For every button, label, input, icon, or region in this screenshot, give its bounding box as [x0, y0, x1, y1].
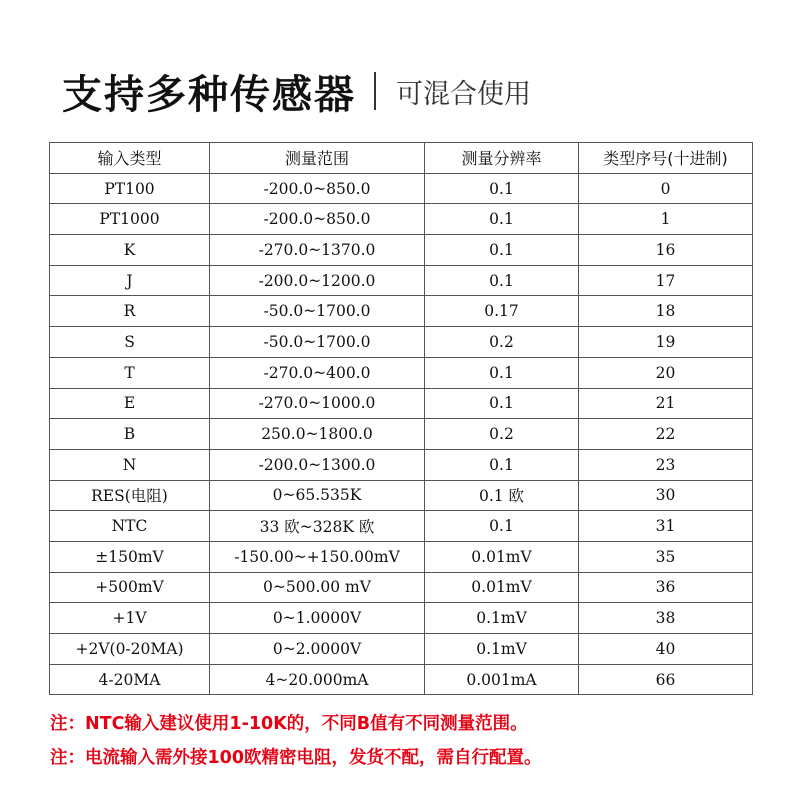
- table-row: [50, 572, 753, 603]
- cell-type-code: 36: [579, 572, 753, 603]
- table-row: [50, 235, 753, 266]
- cell-type-code: 22: [579, 419, 753, 450]
- table-row: [50, 603, 753, 634]
- cell-resolution: 0.1mV: [425, 603, 579, 634]
- table-row: [50, 357, 753, 388]
- page-subtitle: 可混合使用: [396, 78, 531, 110]
- cell-range: -200.0~1300.0: [210, 449, 425, 480]
- cell-range: -150.00~+150.00mV: [210, 541, 425, 572]
- table-row: [50, 173, 753, 204]
- cell-range: 33 欧~328K 欧: [210, 511, 425, 542]
- cell-resolution: 0.2: [425, 419, 579, 450]
- cell-range: 0~65.535K: [210, 480, 425, 511]
- cell-input-type: +2V(0-20MA): [50, 634, 210, 665]
- cell-input-type: 4-20MA: [50, 664, 210, 695]
- cell-input-type: RES(电阻): [50, 480, 210, 511]
- cell-input-type: B: [50, 419, 210, 450]
- cell-resolution: 0.1: [425, 265, 579, 296]
- cell-input-type: +1V: [50, 603, 210, 634]
- table-row: [50, 296, 753, 327]
- table-row: [50, 327, 753, 358]
- note-ntc: 注：NTC输入建议使用1-10K的，不同B值有不同测量范围。: [50, 714, 528, 734]
- cell-type-code: 17: [579, 265, 753, 296]
- cell-type-code: 0: [579, 173, 753, 204]
- table-row: [50, 664, 753, 695]
- column-header-type-code: 类型序号(十进制): [579, 143, 753, 174]
- table-header-row: [50, 143, 753, 174]
- cell-input-type: T: [50, 357, 210, 388]
- column-header-input-type: 输入类型: [50, 143, 210, 174]
- table-row: [50, 265, 753, 296]
- cell-resolution: 0.01mV: [425, 541, 579, 572]
- cell-input-type: ±150mV: [50, 541, 210, 572]
- cell-resolution: 0.1: [425, 204, 579, 235]
- cell-type-code: 23: [579, 449, 753, 480]
- cell-resolution: 0.1: [425, 388, 579, 419]
- table-row: [50, 541, 753, 572]
- table-row: [50, 419, 753, 450]
- table-row: [50, 388, 753, 419]
- cell-range: 0~1.0000V: [210, 603, 425, 634]
- cell-resolution: 0.1mV: [425, 634, 579, 665]
- cell-range: -270.0~400.0: [210, 357, 425, 388]
- cell-input-type: S: [50, 327, 210, 358]
- page-title: 支持多种传感器: [62, 71, 356, 118]
- cell-type-code: 20: [579, 357, 753, 388]
- cell-resolution: 0.17: [425, 296, 579, 327]
- cell-range: 250.0~1800.0: [210, 419, 425, 450]
- cell-resolution: 0.1 欧: [425, 480, 579, 511]
- cell-input-type: +500mV: [50, 572, 210, 603]
- cell-input-type: K: [50, 235, 210, 266]
- cell-resolution: 0.1: [425, 357, 579, 388]
- cell-type-code: 31: [579, 511, 753, 542]
- cell-range: 0~500.00 mV: [210, 572, 425, 603]
- column-header-resolution: 测量分辨率: [425, 143, 579, 174]
- cell-range: -270.0~1370.0: [210, 235, 425, 266]
- cell-resolution: 0.1: [425, 511, 579, 542]
- cell-range: -200.0~850.0: [210, 173, 425, 204]
- cell-type-code: 19: [579, 327, 753, 358]
- cell-range: -50.0~1700.0: [210, 327, 425, 358]
- cell-range: 0~2.0000V: [210, 634, 425, 665]
- column-header-range: 测量范围: [210, 143, 425, 174]
- note-current-input: 注：电流输入需外接100欧精密电阻，发货不配，需自行配置。: [50, 748, 542, 768]
- cell-resolution: 0.001mA: [425, 664, 579, 695]
- cell-type-code: 21: [579, 388, 753, 419]
- table-row: [50, 449, 753, 480]
- cell-type-code: 18: [579, 296, 753, 327]
- cell-type-code: 40: [579, 634, 753, 665]
- cell-range: 4~20.000mA: [210, 664, 425, 695]
- cell-type-code: 38: [579, 603, 753, 634]
- sensor-spec-table: [49, 142, 753, 695]
- cell-type-code: 66: [579, 664, 753, 695]
- cell-resolution: 0.1: [425, 449, 579, 480]
- cell-input-type: E: [50, 388, 210, 419]
- cell-resolution: 0.2: [425, 327, 579, 358]
- cell-range: -50.0~1700.0: [210, 296, 425, 327]
- cell-range: -270.0~1000.0: [210, 388, 425, 419]
- cell-input-type: J: [50, 265, 210, 296]
- cell-resolution: 0.1: [425, 173, 579, 204]
- cell-type-code: 30: [579, 480, 753, 511]
- cell-resolution: 0.1: [425, 235, 579, 266]
- cell-type-code: 35: [579, 541, 753, 572]
- cell-range: -200.0~1200.0: [210, 265, 425, 296]
- cell-range: -200.0~850.0: [210, 204, 425, 235]
- cell-input-type: R: [50, 296, 210, 327]
- cell-input-type: PT100: [50, 173, 210, 204]
- cell-input-type: PT1000: [50, 204, 210, 235]
- cell-input-type: N: [50, 449, 210, 480]
- title-divider: [374, 72, 376, 110]
- cell-input-type: NTC: [50, 511, 210, 542]
- table-row: [50, 511, 753, 542]
- table-row: [50, 634, 753, 665]
- cell-resolution: 0.01mV: [425, 572, 579, 603]
- cell-type-code: 16: [579, 235, 753, 266]
- header: [62, 56, 531, 126]
- table-row: [50, 204, 753, 235]
- table-body: [50, 173, 753, 695]
- table-row: [50, 480, 753, 511]
- cell-type-code: 1: [579, 204, 753, 235]
